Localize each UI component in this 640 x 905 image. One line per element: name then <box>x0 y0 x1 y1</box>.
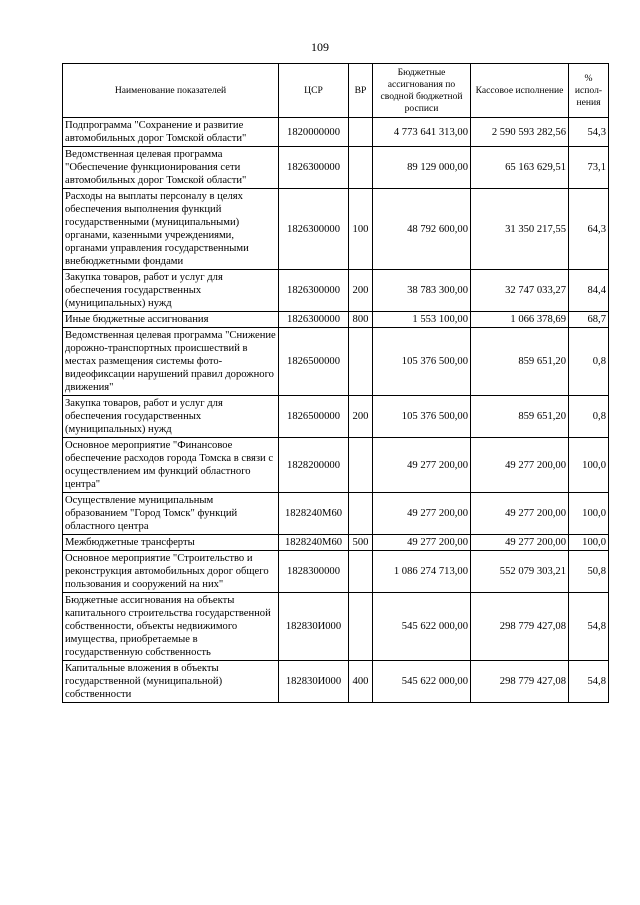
cell-budget: 89 129 000,00 <box>373 147 471 189</box>
cell-pct: 0,8 <box>569 396 609 438</box>
header-cash: Кассовое исполнение <box>471 64 569 118</box>
cell-cash: 65 163 629,51 <box>471 147 569 189</box>
cell-budget: 4 773 641 313,00 <box>373 118 471 147</box>
cell-cash: 298 779 427,08 <box>471 593 569 661</box>
cell-name: Осуществление муниципальным образованием "Город Томск" функций областного центра <box>63 493 279 535</box>
cell-cash: 32 747 033,27 <box>471 270 569 312</box>
page-number: 109 <box>311 40 329 54</box>
cell-name: Иные бюджетные ассигнования <box>63 312 279 328</box>
table-row <box>63 551 609 593</box>
cell-name: Закупка товаров, работ и услуг для обеспечения государственных (муниципальных) нужд <box>63 396 279 438</box>
cell-name: Бюджетные ассигнования на объекты капитального строительства государственной собственности, объекты недвижимого имущества, приобретаемые в государственную собственность <box>63 593 279 661</box>
cell-name: Межбюджетные трансферты <box>63 535 279 551</box>
cell-budget: 545 622 000,00 <box>373 593 471 661</box>
cell-csr: 1826300000 <box>279 270 349 312</box>
cell-budget: 49 277 200,00 <box>373 535 471 551</box>
cell-cash: 552 079 303,21 <box>471 551 569 593</box>
cell-vr <box>349 493 373 535</box>
cell-pct: 54,8 <box>569 593 609 661</box>
budget-execution-table <box>62 63 609 703</box>
cell-pct: 54,3 <box>569 118 609 147</box>
table-row <box>63 535 609 551</box>
cell-name: Подпрограмма "Сохранение и развитие автомобильных дорог Томской области" <box>63 118 279 147</box>
cell-csr: 1826500000 <box>279 328 349 396</box>
cell-budget: 38 783 300,00 <box>373 270 471 312</box>
cell-cash: 859 651,20 <box>471 328 569 396</box>
cell-pct: 84,4 <box>569 270 609 312</box>
cell-budget: 1 553 100,00 <box>373 312 471 328</box>
cell-csr: 1828300000 <box>279 551 349 593</box>
table-row <box>63 661 609 703</box>
cell-name: Основное мероприятие "Строительство и реконструкция автомобильных дорог общего пользования и сооружений на них" <box>63 551 279 593</box>
cell-budget: 105 376 500,00 <box>373 328 471 396</box>
cell-vr: 200 <box>349 396 373 438</box>
cell-budget: 49 277 200,00 <box>373 493 471 535</box>
cell-csr: 1820000000 <box>279 118 349 147</box>
cell-csr: 1828200000 <box>279 438 349 493</box>
table-row <box>63 438 609 493</box>
cell-vr <box>349 118 373 147</box>
table-row <box>63 312 609 328</box>
cell-cash: 49 277 200,00 <box>471 493 569 535</box>
cell-vr: 800 <box>349 312 373 328</box>
cell-name: Капитальные вложения в объекты государственной (муниципальной) собственности <box>63 661 279 703</box>
table-row <box>63 396 609 438</box>
table-header-row <box>63 64 609 118</box>
table-row <box>63 118 609 147</box>
cell-csr: 1826300000 <box>279 312 349 328</box>
cell-budget: 545 622 000,00 <box>373 661 471 703</box>
cell-vr <box>349 551 373 593</box>
cell-cash: 859 651,20 <box>471 396 569 438</box>
cell-vr: 400 <box>349 661 373 703</box>
cell-pct: 100,0 <box>569 493 609 535</box>
cell-csr: 1826500000 <box>279 396 349 438</box>
header-csr: ЦСР <box>279 64 349 118</box>
cell-name: Расходы на выплаты персоналу в целях обеспечения выполнения функций государственными (муниципальными) органами, казенными учреждениями, органами управления государственными внебюджетными фондами <box>63 189 279 270</box>
table-row <box>63 189 609 270</box>
cell-pct: 64,3 <box>569 189 609 270</box>
cell-pct: 73,1 <box>569 147 609 189</box>
header-vr: ВР <box>349 64 373 118</box>
cell-cash: 31 350 217,55 <box>471 189 569 270</box>
cell-csr: 1826300000 <box>279 147 349 189</box>
cell-name: Основное мероприятие "Финансовое обеспечение расходов города Томска в связи с осуществлением им функций областного центра" <box>63 438 279 493</box>
cell-vr: 500 <box>349 535 373 551</box>
header-name: Наименование показателей <box>63 64 279 118</box>
cell-cash: 49 277 200,00 <box>471 535 569 551</box>
cell-name: Закупка товаров, работ и услуг для обеспечения государственных (муниципальных) нужд <box>63 270 279 312</box>
cell-csr: 1826300000 <box>279 189 349 270</box>
cell-budget: 1 086 274 713,00 <box>373 551 471 593</box>
cell-vr <box>349 438 373 493</box>
cell-csr: 182830И000 <box>279 593 349 661</box>
cell-pct: 54,8 <box>569 661 609 703</box>
table-row <box>63 147 609 189</box>
cell-budget: 48 792 600,00 <box>373 189 471 270</box>
cell-pct: 68,7 <box>569 312 609 328</box>
cell-pct: 100,0 <box>569 438 609 493</box>
cell-vr: 100 <box>349 189 373 270</box>
table-row <box>63 270 609 312</box>
table-row <box>63 593 609 661</box>
cell-budget: 105 376 500,00 <box>373 396 471 438</box>
cell-vr <box>349 147 373 189</box>
cell-cash: 298 779 427,08 <box>471 661 569 703</box>
header-budget: Бюджетные ассигнования по сводной бюджетной росписи <box>373 64 471 118</box>
cell-name: Ведомственная целевая программа "Обеспечение функционирования сети автомобильных дорог Томской области" <box>63 147 279 189</box>
cell-vr <box>349 328 373 396</box>
cell-cash: 1 066 378,69 <box>471 312 569 328</box>
cell-vr <box>349 593 373 661</box>
cell-csr: 1828240М60 <box>279 493 349 535</box>
header-pct: % испол-нения <box>569 64 609 118</box>
cell-csr: 182830И000 <box>279 661 349 703</box>
cell-pct: 100,0 <box>569 535 609 551</box>
table-row <box>63 493 609 535</box>
cell-vr: 200 <box>349 270 373 312</box>
cell-budget: 49 277 200,00 <box>373 438 471 493</box>
cell-name: Ведомственная целевая программа "Снижение дорожно-транспортных происшествий в местах размещения системы фото-видеофиксации нарушений правил дорожного движения" <box>63 328 279 396</box>
cell-cash: 49 277 200,00 <box>471 438 569 493</box>
cell-csr: 1828240М60 <box>279 535 349 551</box>
cell-cash: 2 590 593 282,56 <box>471 118 569 147</box>
table-row <box>63 328 609 396</box>
cell-pct: 50,8 <box>569 551 609 593</box>
table-body <box>63 118 609 703</box>
cell-pct: 0,8 <box>569 328 609 396</box>
